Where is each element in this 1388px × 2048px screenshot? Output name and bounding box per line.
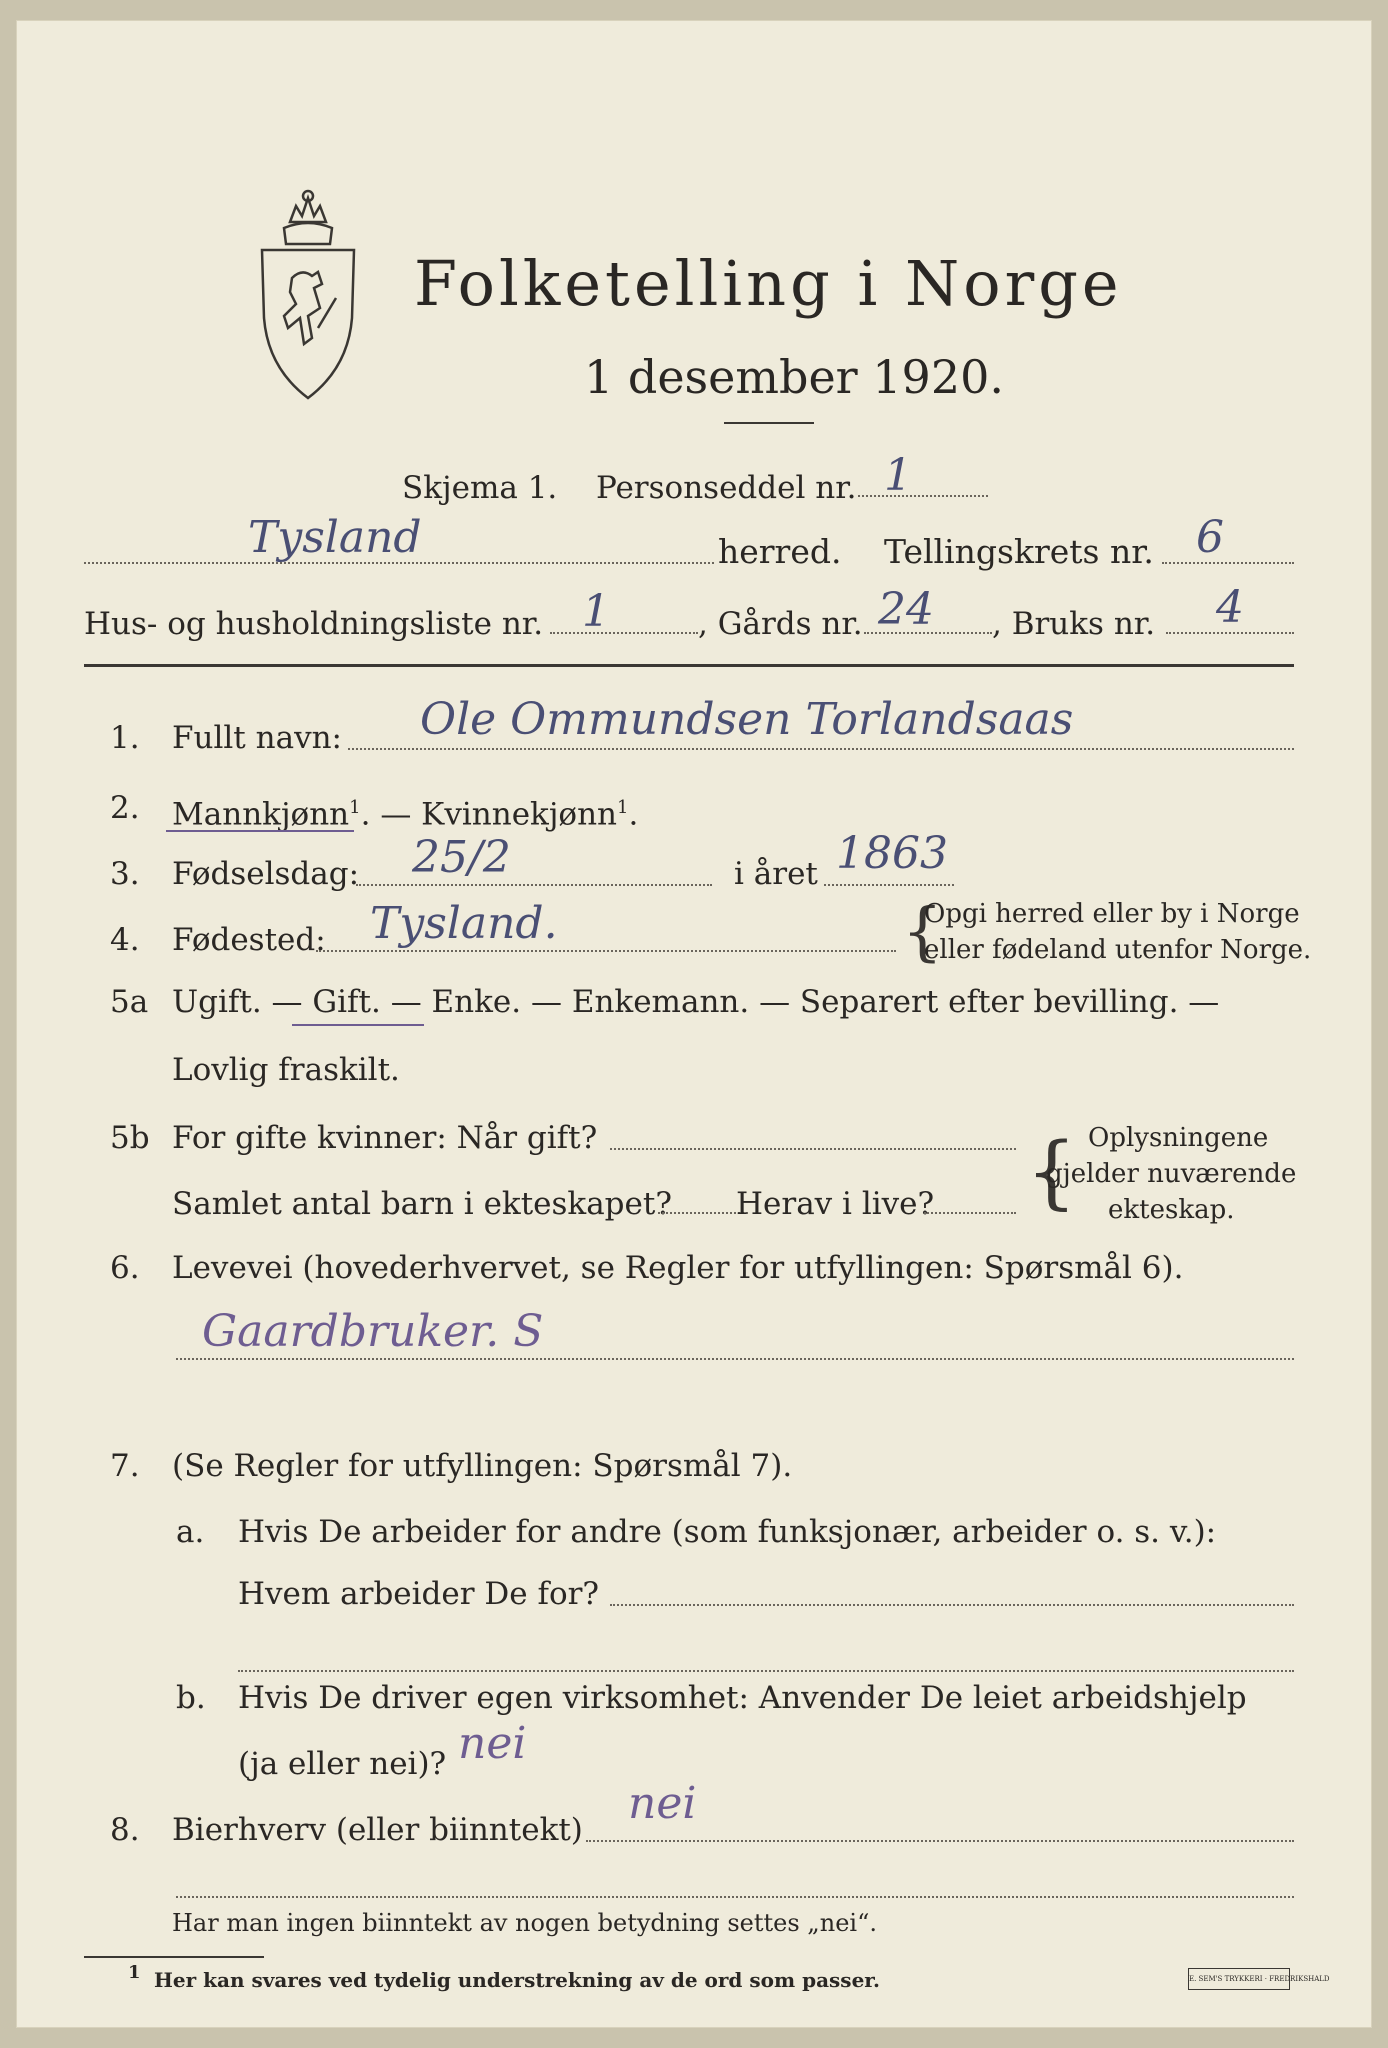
item-number: 1. [110, 720, 140, 756]
q7a-letter: a. [176, 1514, 205, 1550]
fodested-line [316, 950, 896, 952]
bierhverv-value: nei [628, 1778, 697, 1829]
kvinnekjonn-option[interactable]: Kvinnekjønn [421, 796, 618, 833]
header-separator [84, 664, 1294, 667]
personseddel-value: 1 [884, 450, 912, 501]
fullt-navn-label: Fullt navn: [172, 720, 342, 756]
form-title: Folketelling i Norge [414, 247, 1123, 320]
herred-label: herred. [718, 532, 842, 571]
form-date: 1 desember 1920. [584, 350, 1004, 404]
sivilstand-options: Ugift. — Gift. — Enke. — Enkemann. — Separert efter bevilling. — [172, 984, 1220, 1020]
fodselsdag-line [356, 884, 712, 886]
item-number: 6. [110, 1250, 140, 1286]
ekteskap-note-line3: ekteskap. [1108, 1195, 1235, 1225]
mannkjonn-underline [166, 830, 354, 832]
tellingskrets-label: Tellingskrets nr. [884, 532, 1154, 571]
husholdningsliste-value: 1 [582, 586, 610, 637]
gards-value: 24 [878, 584, 934, 635]
item-number: 7. [110, 1448, 140, 1484]
bierhverv-line-2 [176, 1896, 1294, 1898]
antal-barn-label: Samlet antal barn i ekteskapet? [172, 1186, 672, 1222]
footnote-mark: 1 [128, 1962, 141, 1983]
ja-eller-nei-label: (ja eller nei)? [238, 1746, 447, 1782]
item-number: 8. [110, 1812, 140, 1848]
naar-gift-label: For gifte kvinner: Når gift? [172, 1120, 598, 1156]
skjema-label: Skjema 1. [402, 470, 558, 506]
herav-i-live-line [924, 1212, 1016, 1214]
bierhverv-line [586, 1840, 1294, 1842]
footnote-rule [84, 1956, 264, 1958]
fodested-note-brace: { [902, 895, 943, 969]
bruks-label: , Bruks nr. [992, 606, 1156, 642]
biinntekt-note: Har man ingen biinntekt av nogen betydning settes „nei“. [172, 1909, 877, 1937]
levevei-line [176, 1358, 1294, 1360]
q7b-letter: b. [176, 1680, 206, 1716]
herav-i-live-label: Herav i live? [736, 1186, 935, 1222]
husholdningsliste-label: Hus- og husholdningsliste nr. [84, 606, 544, 642]
item-number: 5b [110, 1120, 150, 1156]
ja-eller-nei-value: nei [458, 1718, 527, 1769]
q7b-text: Hvis De driver egen virksomhet: Anvender De leiet arbeidshjelp [238, 1680, 1247, 1716]
printer-stamp: E. SEM'S TRYKKERI · FREDRIKSHALD [1188, 1968, 1290, 1990]
fodselsaar-value: 1863 [836, 828, 948, 879]
coat-of-arms-icon [248, 188, 368, 408]
fodested-note-line2: eller fødeland utenfor Norge. [924, 935, 1312, 965]
kjonn-options: Mannkjønn$^1$. — Kvinnekjønn$^1$. [172, 796, 639, 833]
q7a-text: Hvis De arbeider for andre (som funksjonær, arbeider o. s. v.): [238, 1514, 1217, 1550]
ekteskap-note-line1: Oplysningene [1088, 1123, 1269, 1153]
mannkjonn-option[interactable]: Mannkjønn [172, 796, 350, 833]
levevei-value: Gaardbruker. S [202, 1306, 544, 1357]
arbeider-for-label: Hvem arbeider De for? [238, 1576, 600, 1612]
fodselsaar-label: i året [734, 856, 818, 892]
ekteskap-note-line2: gjelder nuværende [1046, 1159, 1297, 1189]
item-number: 2. [110, 790, 140, 826]
tellingskrets-value: 6 [1196, 512, 1224, 563]
title-divider [724, 422, 814, 424]
fodested-note-line1: Opgi herred eller by i Norge [924, 899, 1300, 929]
arbeider-for-line [610, 1604, 1294, 1606]
antal-barn-line [658, 1212, 748, 1214]
fodselsdag-label: Fødselsdag: [172, 856, 360, 892]
bruks-value: 4 [1216, 582, 1244, 633]
fullt-navn-line [348, 748, 1294, 750]
item-number: 5a [110, 984, 149, 1020]
levevei-label: Levevei (hovederhvervet, se Regler for utfyllingen: Spørsmål 6). [172, 1250, 1184, 1286]
personseddel-label: Personseddel nr. [596, 470, 857, 506]
footnote-text: Her kan svares ved tydelig understrekning av de ord som passer. [154, 1968, 880, 1992]
husholdningsliste-line [550, 632, 698, 634]
item-number: 4. [110, 922, 140, 958]
fullt-navn-value: Ole Ommundsen Torlandsaas [420, 694, 1074, 745]
arbeider-for-line-2 [238, 1670, 1294, 1672]
gift-underline [292, 1024, 424, 1026]
bierhverv-label: Bierhverv (eller biinntekt) [172, 1812, 583, 1848]
item-number: 3. [110, 856, 140, 892]
q7-label: (Se Regler for utfyllingen: Spørsmål 7). [172, 1448, 793, 1484]
fodselsaar-line [824, 884, 954, 886]
fodselsdag-value: 25/2 [412, 832, 511, 883]
fodested-value: Tysland. [370, 898, 558, 949]
ekteskap-note-brace: { [1026, 1125, 1077, 1218]
naar-gift-line [610, 1148, 1016, 1150]
gards-label: , Gårds nr. [698, 606, 863, 642]
fodested-label: Fødested: [172, 922, 326, 958]
personseddel-line [858, 495, 988, 497]
lovlig-fraskilt-option: Lovlig fraskilt. [172, 1052, 400, 1088]
tellingskrets-line [1162, 562, 1294, 564]
census-form-sheet [16, 20, 1372, 2028]
herred-value: Tysland [248, 512, 422, 563]
